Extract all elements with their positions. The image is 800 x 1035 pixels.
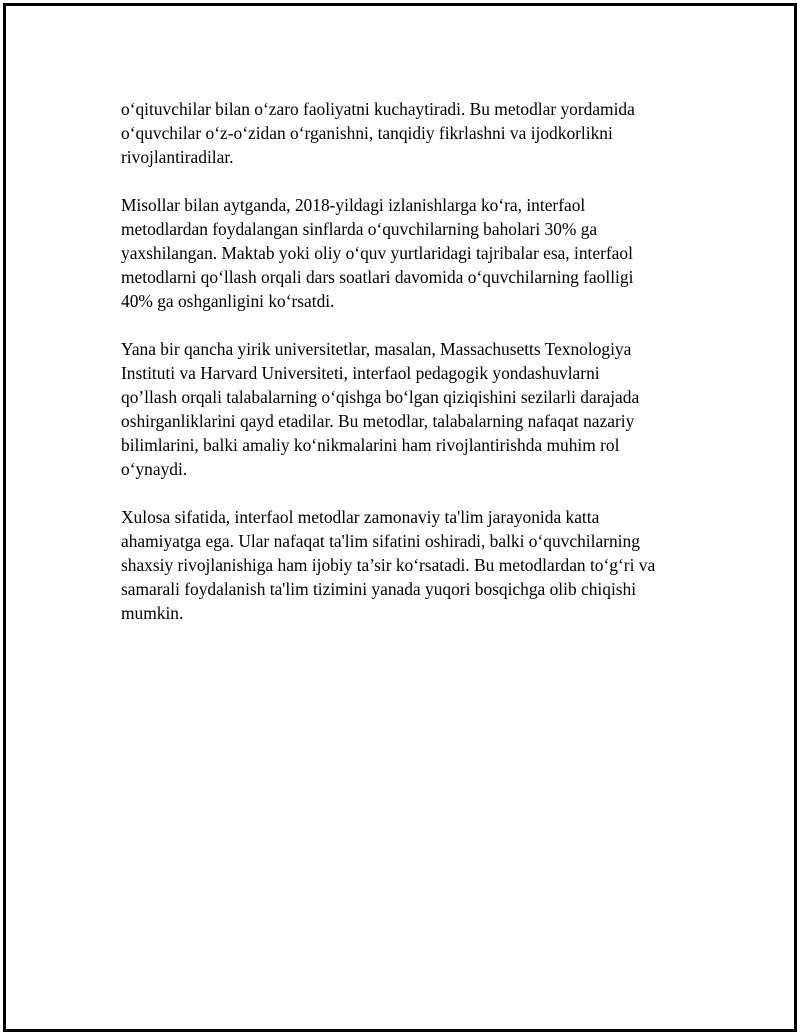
- paragraph-line: mumkin.: [121, 603, 184, 623]
- paragraph-line: oshirganliklarini qayd etadilar. Bu metodlar, talabalarning nafaqat nazariy: [121, 411, 635, 431]
- paragraph-1: [121, 97, 701, 169]
- paragraph-line: samarali foydalanish ta'lim tizimini yanada yuqori bosqichga olib chiqishi: [121, 579, 637, 599]
- paragraph-line: Yana bir qancha yirik universitetlar, masalan, Massachusetts Texnologiya: [121, 339, 632, 359]
- paragraph-line: oʻqituvchilar bilan oʻzaro faoliyatni kuchaytiradi. Bu metodlar yordamida: [121, 99, 635, 119]
- page-frame: [3, 3, 797, 1032]
- paragraph-line: ahamiyatga ega. Ular nafaqat ta'lim sifatini oshiradi, balki oʻquvchilarning: [121, 531, 640, 551]
- paragraph-line: metodlardan foydalangan sinflarda oʻquvchilarning baholari 30% ga: [121, 219, 598, 239]
- paragraph-line: rivojlantiradilar.: [121, 147, 234, 167]
- paragraph-line: qo’llash orqali talabalarning oʻqishga boʻlgan qiziqishini sezilarli darajada: [121, 387, 640, 407]
- paragraph-line: bilimlarini, balki amaliy koʻnikmalarini ham rivojlantirishda muhim rol: [121, 435, 620, 455]
- paragraph-line: 40% ga oshganligini koʻrsatdi.: [121, 291, 335, 311]
- paragraph-line: Misollar bilan aytganda, 2018-yildagi izlanishlarga koʻra, interfaol: [121, 195, 586, 215]
- page-body: [121, 97, 701, 649]
- paragraph-2: [121, 193, 701, 313]
- paragraph-3: [121, 337, 701, 481]
- paragraph-4: [121, 505, 701, 625]
- paragraph-line: metodlarni qoʻllash orqali dars soatlari davomida oʻquvchilarning faolligi: [121, 267, 634, 287]
- paragraph-line: Instituti va Harvard Universiteti, interfaol pedagogik yondashuvlarni: [121, 363, 600, 383]
- paragraph-line: Xulosa sifatida, interfaol metodlar zamonaviy ta'lim jarayonida katta: [121, 507, 600, 527]
- paragraph-line: yaxshilangan. Maktab yoki oliy oʻquv yurtlaridagi tajribalar esa, interfaol: [121, 243, 633, 263]
- paragraph-line: oʻynaydi.: [121, 459, 188, 479]
- paragraph-line: shaxsiy rivojlanishiga ham ijobiy ta’sir koʻrsatadi. Bu metodlardan toʻgʻri va: [121, 555, 656, 575]
- paragraph-line: oʻquvchilar oʻz-oʻzidan oʻrganishni, tanqidiy fikrlashni va ijodkorlikni: [121, 123, 613, 143]
